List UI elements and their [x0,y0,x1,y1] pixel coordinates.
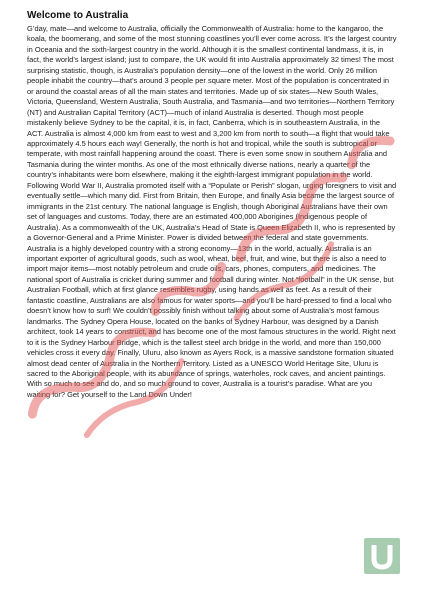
brand-badge [364,538,400,574]
article-body: G’day, mate—and welcome to Australia, officially the Commonwealth of Australia: home to the kangaroo, the koala, the boomerang, and some of the most stunning coastlines you’ll ever come across. It’s the largest country in Oceania and the sixth-largest country in the world. Although it is the smallest continental landmass, it is, in fact, the world’s largest island; just to compare, the UK would fit into Australia approximately 32 times! The most surprising statistic, though, is Australia’s population density—one of the lowest in the world. Only 26 million people inhabit the country—that’s around 3 people per square meter. Most of the population is concentrated in or around the coastal areas of all the main states and territories. Made up of six states—New South Wales, Victoria, Queensland, Western Australia, South Australia, and Tasmania—and two territories—Northern Territory (NT) and Australian Capital Territory (ACT)—much of inland Australia is deserted. Though most people mistakenly believe Sydney to be the capital, it is, in fact, Canberra, which is in southeastern Australia, in the ACT. Australia is almost 4,000 km from east to west and 3,200 km from north to south—a flight that would take approximately 4.5 hours each way! Generally, the north is hot and tropical, while the south is subtropical or temperate, with most rainfall happening around the coast. There is even some snow in southern Australia and Tasmania during the winter months. As one of the most ethnically diverse nations, nearly a quarter of the country’s inhabitants were born elsewhere, making it the eighth-largest immigrant population in the world. Following World War II, Australia promoted itself with a “Populate or Perish” slogan, urging foreigners to visit and eventually settle—which many did. First from Britain, then Europe, and finally Asia became the largest source of immigrants in the 21st century. The national language is English, though Aboriginal Australians have their own set of languages and customs. Today, there are an estimated 400,000 Aborigines (Indigenous people of Australia). As a commonwealth of the UK, Australia’s Head of State is Queen Elizabeth II, who is represented by a Governor-General and a Prime Minister. Power is divided between the federal and state governments. Australia is a highly developed country with a strong economy—13th in the world, actually. Australia is an important exporter of agricultural goods, such as wool, wheat, beef, fruit, and wine, but there is also a need to import major items—most notably petroleum and crude oils, cars, phones, computers, and medicines. The national sport of Australia is cricket during summer and football during winter. Not “football” in the UK sense, but Australian Football, which at first glance resembles rugby, using hands as well as feet. As a result of their fantastic coastline, Australians are also famous for water sports—and you’ll be hard-pressed to find a local who doesn’t know how to surf! We couldn’t possibly finish without talking about some of Australia’s most famous landmarks. The Sydney Opera House, located on the banks of Sydney Harbour, was designed by a Danish architect, took 14 years to construct, and has become one of the most famous structures in the world. Right next to it is the Sydney Harbour Bridge, which is the tallest steel arch bridge in the world, and more than 150,000 vehicles cross it every day. Finally, Uluru, also known as Ayers Rock, is a massive sandstone formation situated almost dead center of Australia in the Northern Territory. Listed as a UNESCO World Heritage Site, Uluru is sacred to the Aboriginal people, with its abundance of springs, waterholes, rock caves, and ancient paintings. With so much to see and do, and so much ground to cover, Australia is a tourist’s paradise. What are you waiting for? Get yourself to the Land Down Under! [27,24,397,399]
brand-logo-icon [364,538,400,574]
page-title: Welcome to Australia [27,10,129,21]
